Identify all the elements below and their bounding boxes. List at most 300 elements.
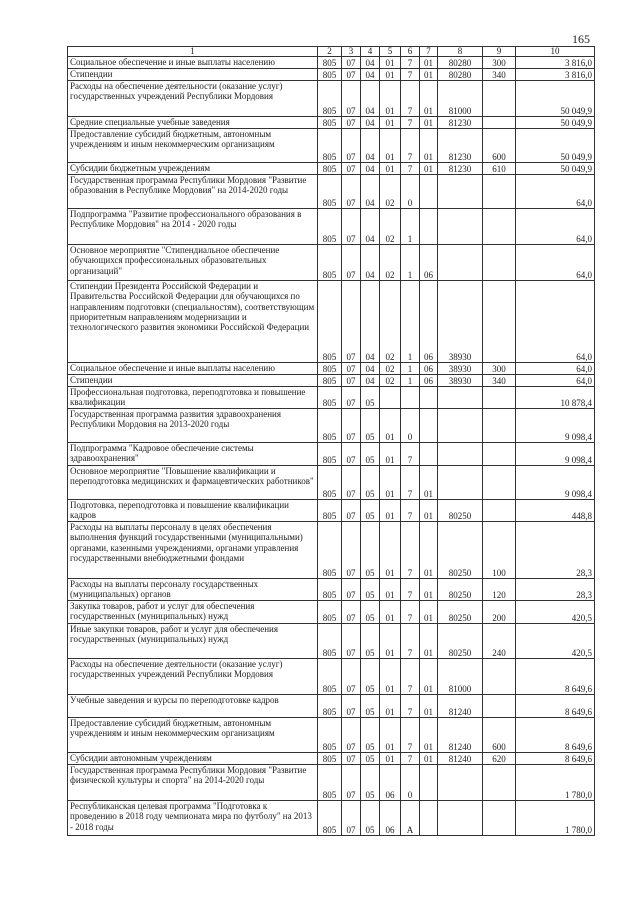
- row-code: 805: [318, 245, 342, 281]
- row-code: 04: [361, 163, 380, 175]
- row-name: Учебные заведения и курсы по переподготовке кадров: [68, 695, 318, 718]
- row-code: 07: [342, 522, 361, 579]
- row-code: 06: [380, 765, 401, 801]
- row-code: [483, 245, 516, 281]
- row-code: 07: [342, 466, 361, 500]
- column-header: 7: [420, 47, 438, 57]
- row-code: 07: [342, 69, 361, 81]
- row-code: 7: [401, 695, 420, 718]
- row-code: 120: [483, 579, 516, 601]
- row-name: Социальное обеспечение и иные выплаты населению: [68, 363, 318, 375]
- row-amount: 64,0: [516, 209, 595, 245]
- table-row: [68, 500, 595, 522]
- row-code: 805: [318, 624, 342, 659]
- row-code: 805: [318, 718, 342, 753]
- row-code: 805: [318, 579, 342, 601]
- header-row: [68, 47, 595, 57]
- row-name: Предоставление субсидий бюджетным, автономным учреждениям и иным некоммерческим организациям: [68, 718, 318, 753]
- row-code: [380, 387, 401, 409]
- row-code: 7: [401, 579, 420, 601]
- row-code: 805: [318, 765, 342, 801]
- row-code: 01: [420, 522, 438, 579]
- row-code: 07: [342, 579, 361, 601]
- table-body: [68, 57, 595, 836]
- row-code: 805: [318, 659, 342, 695]
- row-name: Иные закупки товаров, работ и услуг для обеспечения государственных (муниципальных) нужд: [68, 624, 318, 659]
- row-code: 07: [342, 117, 361, 129]
- row-code: 07: [342, 57, 361, 69]
- budget-table: [67, 46, 595, 836]
- table-row: [68, 363, 595, 375]
- table-row: [68, 57, 595, 69]
- row-code: А: [401, 801, 420, 836]
- row-code: 80250: [438, 500, 483, 522]
- row-code: [438, 209, 483, 245]
- row-code: 805: [318, 81, 342, 117]
- row-code: 240: [483, 624, 516, 659]
- row-code: 7: [401, 718, 420, 753]
- row-code: 01: [380, 117, 401, 129]
- row-code: 07: [342, 387, 361, 409]
- row-code: [483, 81, 516, 117]
- row-code: 805: [318, 443, 342, 466]
- row-code: 05: [361, 500, 380, 522]
- column-header: 5: [380, 47, 401, 57]
- row-code: 81230: [438, 163, 483, 175]
- row-code: 81230: [438, 117, 483, 129]
- row-amount: 3 816,0: [516, 57, 595, 69]
- row-code: 07: [342, 281, 361, 363]
- row-amount: 420,5: [516, 624, 595, 659]
- row-code: 805: [318, 601, 342, 624]
- row-code: [438, 443, 483, 466]
- row-code: 1: [401, 363, 420, 375]
- row-code: 04: [361, 245, 380, 281]
- row-code: 620: [483, 753, 516, 765]
- row-code: 05: [361, 387, 380, 409]
- row-name: Стипендии: [68, 375, 318, 387]
- row-code: [420, 209, 438, 245]
- row-code: 05: [361, 409, 380, 443]
- row-code: 07: [342, 659, 361, 695]
- row-code: 05: [361, 695, 380, 718]
- row-code: 07: [342, 443, 361, 466]
- row-code: 0: [401, 175, 420, 209]
- row-code: [438, 245, 483, 281]
- row-code: 01: [420, 81, 438, 117]
- row-code: [438, 175, 483, 209]
- page-number: 165: [572, 32, 590, 46]
- row-code: 05: [361, 579, 380, 601]
- table-row: [68, 466, 595, 500]
- row-code: [438, 409, 483, 443]
- row-amount: 1 780,0: [516, 765, 595, 801]
- row-code: 81230: [438, 129, 483, 163]
- row-code: 7: [401, 81, 420, 117]
- row-code: 805: [318, 163, 342, 175]
- row-code: [438, 466, 483, 500]
- row-code: 05: [361, 522, 380, 579]
- row-code: 07: [342, 409, 361, 443]
- row-amount: 28,3: [516, 579, 595, 601]
- table-row: [68, 175, 595, 209]
- row-code: 05: [361, 765, 380, 801]
- row-amount: 9 098,4: [516, 409, 595, 443]
- row-code: 07: [342, 695, 361, 718]
- row-code: 07: [342, 163, 361, 175]
- row-code: [420, 801, 438, 836]
- row-code: 805: [318, 69, 342, 81]
- row-code: 300: [483, 363, 516, 375]
- row-code: 05: [361, 801, 380, 836]
- row-code: 01: [380, 81, 401, 117]
- row-name: Республиканская целевая программа "Подготовка к проведению в 2018 году чемпионата мира по футболу" на 2013 - 2018 годы: [68, 801, 318, 836]
- row-name: Субсидии бюджетным учреждениям: [68, 163, 318, 175]
- row-name: Государственная программа развития здравоохранения Республики Мордовия на 2013-2020 годы: [68, 409, 318, 443]
- row-code: 02: [380, 175, 401, 209]
- row-amount: 50 049,9: [516, 81, 595, 117]
- row-amount: 420,5: [516, 601, 595, 624]
- row-code: 01: [380, 443, 401, 466]
- row-code: 805: [318, 363, 342, 375]
- row-code: 02: [380, 363, 401, 375]
- table-row: [68, 129, 595, 163]
- row-code: [483, 500, 516, 522]
- row-code: 1: [401, 245, 420, 281]
- table-row: [68, 753, 595, 765]
- row-code: 600: [483, 718, 516, 753]
- row-code: [483, 659, 516, 695]
- table-row: [68, 601, 595, 624]
- row-code: 01: [380, 57, 401, 69]
- row-code: 02: [380, 281, 401, 363]
- row-code: 81240: [438, 695, 483, 718]
- row-code: 805: [318, 117, 342, 129]
- row-code: 805: [318, 801, 342, 836]
- row-code: 01: [380, 579, 401, 601]
- row-amount: 9 098,4: [516, 443, 595, 466]
- row-code: 05: [361, 601, 380, 624]
- row-code: [438, 801, 483, 836]
- row-code: [483, 175, 516, 209]
- row-code: 7: [401, 659, 420, 695]
- row-code: 01: [420, 601, 438, 624]
- row-code: [483, 466, 516, 500]
- table-row: [68, 209, 595, 245]
- table-row: [68, 281, 595, 363]
- row-code: 610: [483, 163, 516, 175]
- row-code: 7: [401, 624, 420, 659]
- row-code: 05: [361, 443, 380, 466]
- row-code: 07: [342, 718, 361, 753]
- row-name: Закупка товаров, работ и услуг для обеспечения государственных (муниципальных) нужд: [68, 601, 318, 624]
- table-row: [68, 579, 595, 601]
- row-code: 01: [380, 659, 401, 695]
- row-code: 805: [318, 409, 342, 443]
- row-code: 01: [380, 522, 401, 579]
- row-code: 805: [318, 209, 342, 245]
- row-code: 04: [361, 81, 380, 117]
- row-amount: 8 649,6: [516, 753, 595, 765]
- row-code: 7: [401, 69, 420, 81]
- row-code: 02: [380, 209, 401, 245]
- row-code: [483, 695, 516, 718]
- row-code: 01: [420, 69, 438, 81]
- row-name: Стипендии Президента Российской Федерации и Правительства Российской Федерации для обучающихся по направлениям подготовки (специальностям), соответствующим приоритетным направлениям модернизации и технологического развития экономики Российской Федерации: [68, 281, 318, 363]
- row-name: Подготовка, переподготовка и повышение квалификации кадров: [68, 500, 318, 522]
- table-row: [68, 443, 595, 466]
- row-code: 07: [342, 601, 361, 624]
- row-name: Профессиональная подготовка, переподготовка и повышение квалификации: [68, 387, 318, 409]
- row-code: 01: [380, 695, 401, 718]
- row-code: 81000: [438, 81, 483, 117]
- row-amount: 64,0: [516, 281, 595, 363]
- row-code: 100: [483, 522, 516, 579]
- row-code: 7: [401, 466, 420, 500]
- table-row: [68, 163, 595, 175]
- row-code: 805: [318, 281, 342, 363]
- column-header: 3: [342, 47, 361, 57]
- row-code: 01: [380, 129, 401, 163]
- row-code: 300: [483, 57, 516, 69]
- table-row: [68, 409, 595, 443]
- row-code: 01: [420, 57, 438, 69]
- row-code: 7: [401, 500, 420, 522]
- row-code: 01: [380, 466, 401, 500]
- row-code: 01: [420, 659, 438, 695]
- row-code: 02: [380, 375, 401, 387]
- row-code: 07: [342, 209, 361, 245]
- row-code: 01: [380, 601, 401, 624]
- row-code: 01: [420, 753, 438, 765]
- row-code: 06: [420, 375, 438, 387]
- row-code: 07: [342, 81, 361, 117]
- row-name: Расходы на выплаты персоналу в целях обеспечения выполнения функций государственными (муниципальными) органами, казенными учреждениями, органами управления государственными внебюджетными фондами: [68, 522, 318, 579]
- row-code: [483, 387, 516, 409]
- row-code: 80280: [438, 57, 483, 69]
- row-code: 805: [318, 466, 342, 500]
- row-code: 805: [318, 500, 342, 522]
- row-code: 805: [318, 129, 342, 163]
- row-code: 1: [401, 281, 420, 363]
- row-name: Государственная программа Республики Мордовия "Развитие физической культуры и спорта" на 2014-2020 годы: [68, 765, 318, 801]
- row-code: 80280: [438, 69, 483, 81]
- row-code: 04: [361, 117, 380, 129]
- row-code: 01: [380, 624, 401, 659]
- row-code: 01: [380, 409, 401, 443]
- row-code: [483, 765, 516, 801]
- row-code: 1: [401, 375, 420, 387]
- row-code: 05: [361, 753, 380, 765]
- row-amount: 8 649,6: [516, 659, 595, 695]
- row-code: 7: [401, 57, 420, 69]
- row-amount: 10 878,4: [516, 387, 595, 409]
- row-code: 7: [401, 117, 420, 129]
- row-code: 05: [361, 466, 380, 500]
- row-name: Расходы на выплаты персоналу государственных (муниципальных) органов: [68, 579, 318, 601]
- column-header: 2: [318, 47, 342, 57]
- table-row: [68, 69, 595, 81]
- row-code: 01: [380, 163, 401, 175]
- row-name: Подпрограмма "Кадровое обеспечение системы здравоохранения": [68, 443, 318, 466]
- row-code: 7: [401, 522, 420, 579]
- table-row: [68, 624, 595, 659]
- row-amount: 3 816,0: [516, 69, 595, 81]
- row-code: 01: [420, 579, 438, 601]
- row-code: 07: [342, 245, 361, 281]
- row-name: Подпрограмма "Развитие профессионального образования в Республике Мордовия" на 2014 - 2020 годы: [68, 209, 318, 245]
- row-code: 04: [361, 281, 380, 363]
- row-code: 600: [483, 129, 516, 163]
- row-name: Основное мероприятие "Стипендиальное обеспечение обучающихся профессиональных образовательных организаций": [68, 245, 318, 281]
- row-amount: 64,0: [516, 175, 595, 209]
- table-row: [68, 245, 595, 281]
- row-code: 04: [361, 57, 380, 69]
- table-row: [68, 695, 595, 718]
- row-code: 38930: [438, 281, 483, 363]
- table-row: [68, 718, 595, 753]
- row-amount: 50 049,9: [516, 129, 595, 163]
- row-code: 7: [401, 163, 420, 175]
- row-code: 05: [361, 718, 380, 753]
- row-code: 0: [401, 409, 420, 443]
- row-code: [483, 801, 516, 836]
- table-row: [68, 801, 595, 836]
- row-amount: 64,0: [516, 245, 595, 281]
- table-row: [68, 765, 595, 801]
- row-code: 1: [401, 209, 420, 245]
- row-code: [420, 387, 438, 409]
- row-code: 81000: [438, 659, 483, 695]
- column-header: 10: [516, 47, 595, 57]
- row-amount: 9 098,4: [516, 466, 595, 500]
- row-amount: 28,3: [516, 522, 595, 579]
- row-code: 80250: [438, 579, 483, 601]
- row-amount: 64,0: [516, 375, 595, 387]
- row-code: 01: [420, 117, 438, 129]
- row-code: 38930: [438, 375, 483, 387]
- row-code: 80250: [438, 624, 483, 659]
- row-code: 01: [420, 695, 438, 718]
- row-code: 805: [318, 695, 342, 718]
- row-code: 38930: [438, 363, 483, 375]
- row-code: 01: [420, 129, 438, 163]
- row-code: 04: [361, 69, 380, 81]
- row-code: 7: [401, 129, 420, 163]
- row-amount: 50 049,9: [516, 163, 595, 175]
- row-code: 01: [380, 753, 401, 765]
- row-code: [483, 409, 516, 443]
- row-code: 7: [401, 601, 420, 624]
- row-name: Средние специальные учебные заведения: [68, 117, 318, 129]
- row-code: [483, 443, 516, 466]
- row-code: 340: [483, 375, 516, 387]
- row-code: 200: [483, 601, 516, 624]
- table-row: [68, 117, 595, 129]
- row-code: [438, 387, 483, 409]
- row-code: 01: [420, 718, 438, 753]
- row-code: 01: [420, 624, 438, 659]
- row-code: 05: [361, 624, 380, 659]
- row-code: 02: [380, 245, 401, 281]
- row-code: 81240: [438, 753, 483, 765]
- row-code: 7: [401, 753, 420, 765]
- row-amount: 8 649,6: [516, 718, 595, 753]
- row-code: 07: [342, 375, 361, 387]
- row-name: Социальное обеспечение и иные выплаты населению: [68, 57, 318, 69]
- row-amount: 64,0: [516, 363, 595, 375]
- table-row: [68, 375, 595, 387]
- row-code: [438, 765, 483, 801]
- row-code: [401, 387, 420, 409]
- column-header: 4: [361, 47, 380, 57]
- row-code: 01: [380, 500, 401, 522]
- row-code: 07: [342, 753, 361, 765]
- row-name: Расходы на обеспечение деятельности (оказание услуг) государственных учреждений Республики Мордовия: [68, 659, 318, 695]
- row-code: 805: [318, 753, 342, 765]
- table-row: [68, 387, 595, 409]
- row-code: 06: [420, 363, 438, 375]
- row-code: 04: [361, 375, 380, 387]
- row-code: 07: [342, 500, 361, 522]
- row-code: 04: [361, 129, 380, 163]
- row-code: 04: [361, 363, 380, 375]
- row-code: 81240: [438, 718, 483, 753]
- row-code: 07: [342, 175, 361, 209]
- row-code: 805: [318, 387, 342, 409]
- row-code: 01: [380, 69, 401, 81]
- row-name: Государственная программа Республики Мордовия "Развитие образования в Республике Мордовия" на 2014-2020 годы: [68, 175, 318, 209]
- table-row: [68, 659, 595, 695]
- row-code: 07: [342, 765, 361, 801]
- row-code: 805: [318, 57, 342, 69]
- row-code: 7: [401, 443, 420, 466]
- row-code: [420, 765, 438, 801]
- row-name: Расходы на обеспечение деятельности (оказание услуг) государственных учреждений Республики Мордовия: [68, 81, 318, 117]
- row-code: 80250: [438, 522, 483, 579]
- row-code: 805: [318, 375, 342, 387]
- row-code: 07: [342, 801, 361, 836]
- row-code: 01: [380, 718, 401, 753]
- row-code: 01: [420, 163, 438, 175]
- row-code: 80250: [438, 601, 483, 624]
- row-code: 07: [342, 363, 361, 375]
- row-code: 04: [361, 209, 380, 245]
- row-name: Стипендии: [68, 69, 318, 81]
- row-code: 04: [361, 175, 380, 209]
- table-row: [68, 522, 595, 579]
- row-code: [420, 409, 438, 443]
- row-code: [483, 117, 516, 129]
- row-name: Предоставление субсидий бюджетным, автономным учреждениям и иным некоммерческим организациям: [68, 129, 318, 163]
- row-amount: 50 049,9: [516, 117, 595, 129]
- row-code: 340: [483, 69, 516, 81]
- column-header: 6: [401, 47, 420, 57]
- row-code: [483, 281, 516, 363]
- row-code: [483, 209, 516, 245]
- column-header: 9: [483, 47, 516, 57]
- row-code: 01: [420, 466, 438, 500]
- row-name: Субсидии автономным учреждениям: [68, 753, 318, 765]
- row-code: 0: [401, 765, 420, 801]
- column-header: 8: [438, 47, 483, 57]
- row-code: 07: [342, 624, 361, 659]
- row-name: Основное мероприятие "Повышение квалификации и переподготовка медицинских и фармацевтических работников": [68, 466, 318, 500]
- row-code: 805: [318, 175, 342, 209]
- row-code: 01: [420, 500, 438, 522]
- row-code: 06: [420, 245, 438, 281]
- row-amount: 448,8: [516, 500, 595, 522]
